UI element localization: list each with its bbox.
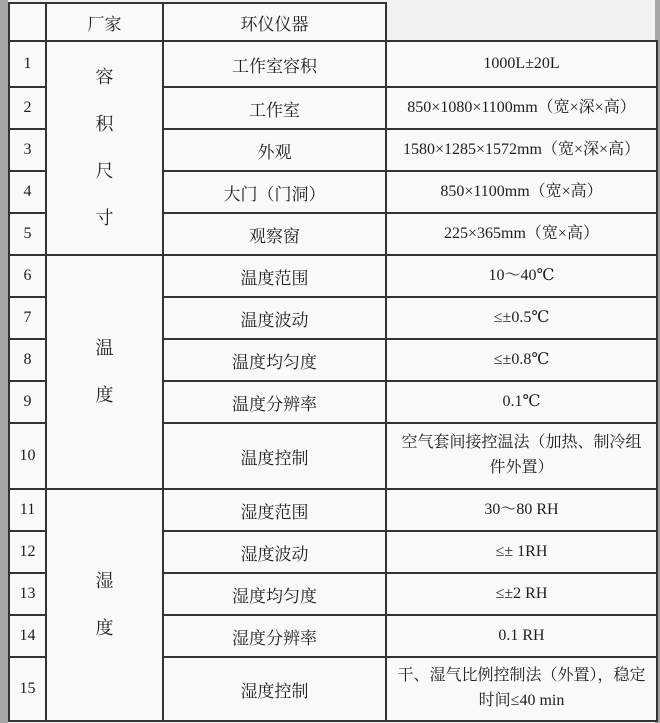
spec-name: 湿度范围 (163, 489, 386, 531)
row-number: 2 (9, 87, 46, 129)
row-number: 4 (9, 171, 46, 213)
category-humidity (46, 489, 163, 721)
spec-value: 干、湿气比例控制法（外置），稳定时间≤40 min (386, 657, 657, 721)
category-temperature (46, 255, 163, 489)
header-empty-cell (386, 3, 657, 41)
spec-value: 30～80 RH (386, 489, 657, 531)
spec-name: 温度波动 (163, 297, 386, 339)
spec-name: 温度控制 (163, 423, 386, 489)
row-number: 15 (9, 657, 46, 721)
spec-value: 850×1080×1100mm（宽×深×高） (386, 87, 657, 129)
spec-value: 225×365mm（宽×高） (386, 213, 657, 255)
category-label: 湿 度 (95, 571, 114, 638)
header-factory-cell: 厂家 (46, 3, 163, 41)
spec-name: 外观 (163, 129, 386, 171)
header-corner-cell (9, 3, 46, 41)
spec-value: 850×1100mm（宽×高） (386, 171, 657, 213)
spec-name: 温度分辨率 (163, 381, 386, 423)
spec-value: ≤± 1RH (386, 531, 657, 573)
spec-value: 1580×1285×1572mm（宽×深×高） (386, 129, 657, 171)
left-gray-margin (0, 0, 8, 723)
row-number: 14 (9, 615, 46, 657)
row-number: 10 (9, 423, 46, 489)
spec-table (8, 2, 658, 722)
category-label: 温 度 (95, 338, 114, 405)
row-number: 5 (9, 213, 46, 255)
spec-value: 10～40℃ (386, 255, 657, 297)
row-number: 6 (9, 255, 46, 297)
spec-value: ≤±2 RH (386, 573, 657, 615)
spec-value: ≤±0.5℃ (386, 297, 657, 339)
spec-value: 0.1 RH (386, 615, 657, 657)
spec-name: 湿度均匀度 (163, 573, 386, 615)
row-number: 9 (9, 381, 46, 423)
spec-value: 0.1℃ (386, 381, 657, 423)
table-header-row (9, 3, 657, 41)
spec-name: 观察窗 (163, 213, 386, 255)
row-number: 3 (9, 129, 46, 171)
spec-name: 湿度分辨率 (163, 615, 386, 657)
row-number: 11 (9, 489, 46, 531)
spec-name: 工作室 (163, 87, 386, 129)
table-row (9, 41, 657, 87)
row-number: 7 (9, 297, 46, 339)
header-brand-cell: 环仪仪器 (163, 3, 386, 41)
spec-name: 温度范围 (163, 255, 386, 297)
spec-name: 工作室容积 (163, 41, 386, 87)
spec-value: ≤±0.8℃ (386, 339, 657, 381)
spec-value: 1000L±20L (386, 41, 657, 87)
row-number: 1 (9, 41, 46, 87)
category-label: 容 积 尺 寸 (95, 67, 114, 228)
row-number: 13 (9, 573, 46, 615)
category-volume-dimensions (46, 41, 163, 255)
table-row (9, 255, 657, 297)
spec-name: 湿度控制 (163, 657, 386, 721)
table-row (9, 489, 657, 531)
spec-name: 温度均匀度 (163, 339, 386, 381)
row-number: 12 (9, 531, 46, 573)
spec-name: 大门（门洞） (163, 171, 386, 213)
spec-name: 湿度波动 (163, 531, 386, 573)
row-number: 8 (9, 339, 46, 381)
spec-value: 空气套间接控温法（加热、制冷组件外置） (386, 423, 657, 489)
